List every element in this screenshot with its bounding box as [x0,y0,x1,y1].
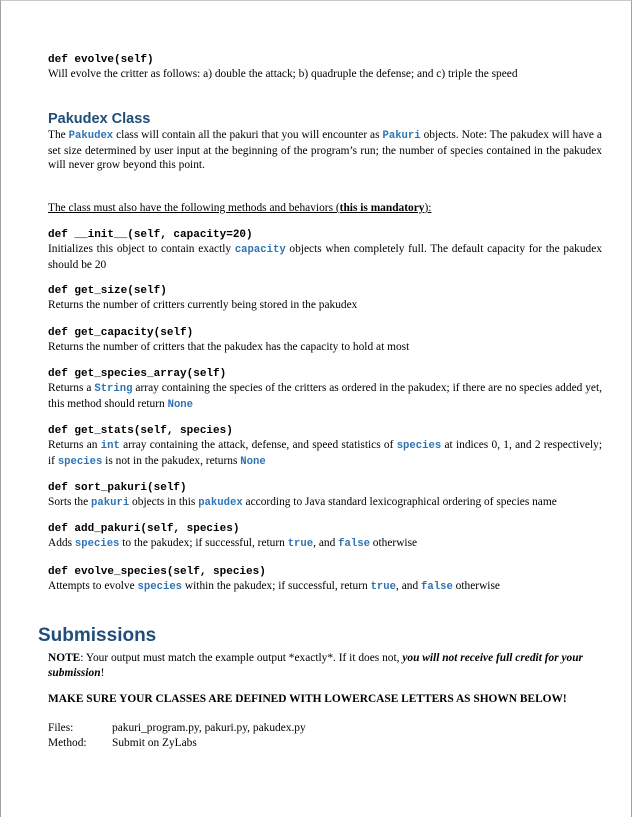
inline-code: true [370,581,397,593]
method-signature: def get_stats(self, species) [48,425,233,437]
inline-code: int [100,440,120,452]
pakudex-intro: The Pakudex class will contain all the pakuri that you will encounter as Pakuri objects. Note: The pakudex will have a set size determined by user input at the beginning of the program’s run; the number of species contained in the pakudex will never grow beyond this point. [48,129,602,171]
files-label: Files: [48,722,74,734]
method-signature: def get_species_array(self) [48,368,227,380]
method-description: Will evolve the critter as follows: a) double the attack; b) quadruple the defense; and c) triple the speed [48,68,518,80]
method-label: Method: [48,737,87,749]
method-signature: def add_pakuri(self, species) [48,523,240,535]
evolve-species-method [48,565,602,595]
inline-code: pakudex [198,497,243,509]
get-capacity-method [48,326,602,355]
section-heading-submissions: Submissions [38,625,157,646]
inline-code: species [74,538,120,550]
section-heading-pakudex: Pakudex Class [48,111,151,127]
submission-note: NOTE: Your output must match the example output *exactly*. If it does not, you will not receive full credit for your submission! [48,652,583,679]
method-signature: def get_size(self) [48,285,167,297]
files-value: pakuri_program.py, pakuri.py, pakudex.py [112,722,306,734]
method-line [48,736,197,751]
inline-code: Pakuri [382,130,421,142]
method-description: Returns the number of critters that the pakudex has the capacity to hold at most [48,341,410,353]
method-description: Initializes this object to contain exactly capacity objects when completely full. The default capacity for the pakudex should be 20 [48,243,602,271]
inline-code: pakuri [91,497,130,509]
inline-code: String [94,383,133,395]
init-method [48,228,602,272]
method-signature: def get_capacity(self) [48,327,194,339]
add-pakuri-method [48,522,602,552]
inline-code: false [421,581,453,593]
method-signature: def evolve_species(self, species) [48,566,266,578]
inline-code: species [57,455,103,468]
method-signature: def __init__(self, capacity=20) [48,229,253,241]
lowercase-warning: MAKE SURE YOUR CLASSES ARE DEFINED WITH LOWERCASE LETTERS AS SHOWN BELOW! [48,693,567,705]
files-line [48,721,306,736]
get-stats-method [48,424,602,469]
method-signature: def evolve(self) [48,54,154,66]
inline-code: species [396,440,442,452]
method-value: Submit on ZyLabs [112,737,197,749]
inline-code: true [287,538,314,550]
get-size-method [48,284,602,313]
mandatory-note: The class must also have the following methods and behaviors (this is mandatory): [48,202,432,214]
method-description: Returns a String array containing the species of the critters as ordered in the pakudex; if there are no species added yet, this method should return None [48,382,603,411]
method-description: Returns the number of critters currently being stored in the pakudex [48,299,358,311]
inline-code: false [338,538,370,550]
method-description: Sorts the pakuri objects in this pakudex according to Java standard lexicographical ordering of species name [48,496,557,509]
inline-code: capacity [234,244,286,256]
inline-code: species [137,581,183,593]
inline-code: None [240,455,266,468]
method-description: Adds species to the pakudex; if successful, return true, and false otherwise [48,537,418,550]
sort-pakuri-method [48,481,602,511]
inline-code: None [167,398,194,411]
evolve-method [48,53,602,82]
method-description: Attempts to evolve species within the pakudex; if successful, return true, and false otherwise [48,580,500,593]
get-species-array-method [48,367,602,412]
inline-code: Pakudex [68,130,114,142]
method-description: Returns an int array containing the attack, defense, and speed statistics of species at indices 0, 1, and 2 respectively; if species is not in the pakudex, returns None [48,439,602,468]
method-signature: def sort_pakuri(self) [48,482,187,494]
